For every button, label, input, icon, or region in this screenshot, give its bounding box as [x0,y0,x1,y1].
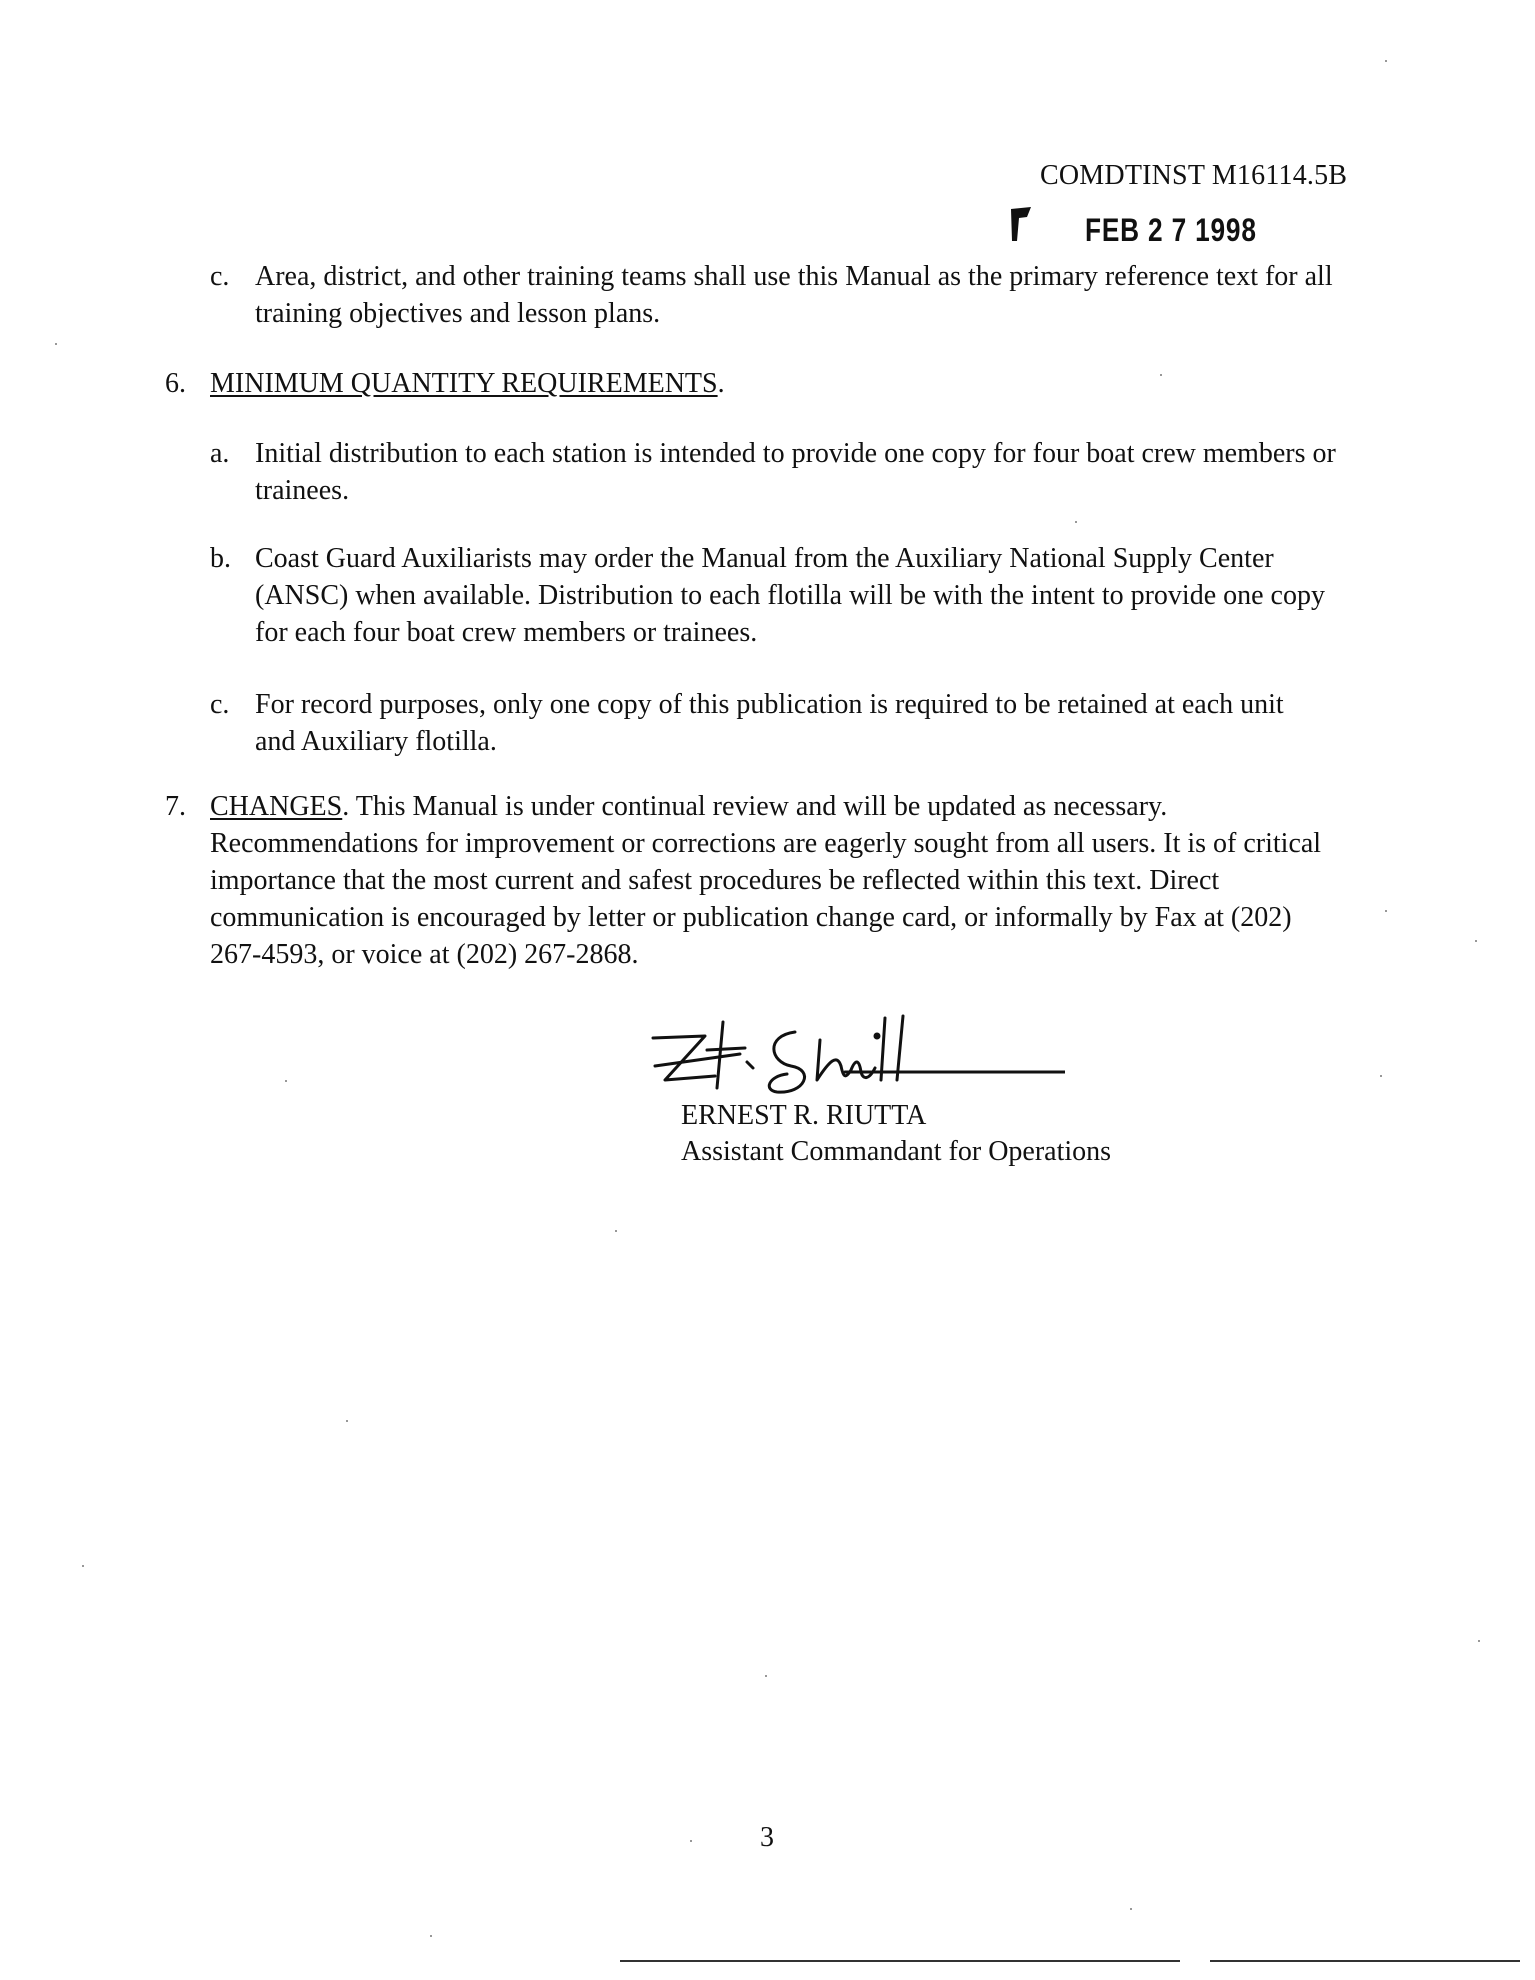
document-identifier: COMDTINST M16114.5B [1040,160,1348,191]
scan-speck [346,1420,348,1422]
section-title: MINIMUM QUANTITY REQUIREMENTS [210,368,718,399]
scan-speck [690,1840,692,1842]
list-marker: a. [210,438,230,469]
section-7 [165,788,1345,973]
scan-speck [1160,374,1162,376]
list-marker: c. [210,261,230,292]
scan-speck [1075,521,1077,523]
scan-speck [1478,1640,1480,1642]
signer-title: Assistant Commandant for Operations [681,1136,1112,1167]
scan-speck [1385,60,1387,62]
list-marker: c. [210,689,230,720]
section-6-heading [165,365,1265,402]
section-number: 7. [165,791,186,822]
scan-speck [765,1675,767,1677]
list-item-6c [210,686,1290,760]
section-title-period: . [717,368,725,399]
scan-edge-line [1210,1960,1520,1962]
scan-speck [1130,1908,1132,1910]
list-item-text: Initial distribution to each station is intended to provide one copy for four boat crew members or trainees. [255,438,1336,506]
signer-name: ERNEST R. RIUTTA [681,1100,927,1131]
list-item-6a [210,435,1340,509]
scan-speck [1475,940,1477,942]
scan-speck [430,1935,432,1937]
handwritten-signature [645,1010,1065,1110]
section-text: . This Manual is under continual review and will be updated as necessary. Recommendations for improvement or corrections are eagerly sought from all users. It is of critical importance that the most current and safest procedures be reflected within this text. Direct communication is encouraged by letter or publication change card, or informally by Fax at (202) 267-4593, or voice at (202) 267-2868. [210,791,1322,970]
scan-speck [82,1565,84,1567]
scan-speck [1380,1075,1382,1077]
list-item-text: Area, district, and other training teams shall use this Manual as the primary reference text for all training objectives and lesson plans. [255,261,1333,329]
list-item-6b [210,540,1340,651]
scan-speck [1385,910,1387,912]
list-item-text: For record purposes, only one copy of this publication is required to be retained at each unit and Auxiliary flotilla. [255,689,1284,757]
section-title: CHANGES [210,791,343,822]
signature-block [645,1010,1112,1190]
page-number: 3 [760,1822,774,1853]
scan-speck [615,1230,617,1232]
date-stamp: FEB 2 7 1998 [1085,212,1257,248]
section-number: 6. [165,368,186,399]
stamp-flag-mark [1005,205,1035,245]
list-item-5c [210,258,1340,332]
scan-edge-line [620,1960,1180,1962]
scan-speck [55,343,57,345]
scan-speck [285,1080,287,1082]
list-marker: b. [210,543,231,574]
list-item-text: Coast Guard Auxiliarists may order the Manual from the Auxiliary National Supply Center (ANSC) when available. Distribution to each flotilla will be with the intent to provide one copy for each four boat crew members or trainees. [255,543,1325,648]
